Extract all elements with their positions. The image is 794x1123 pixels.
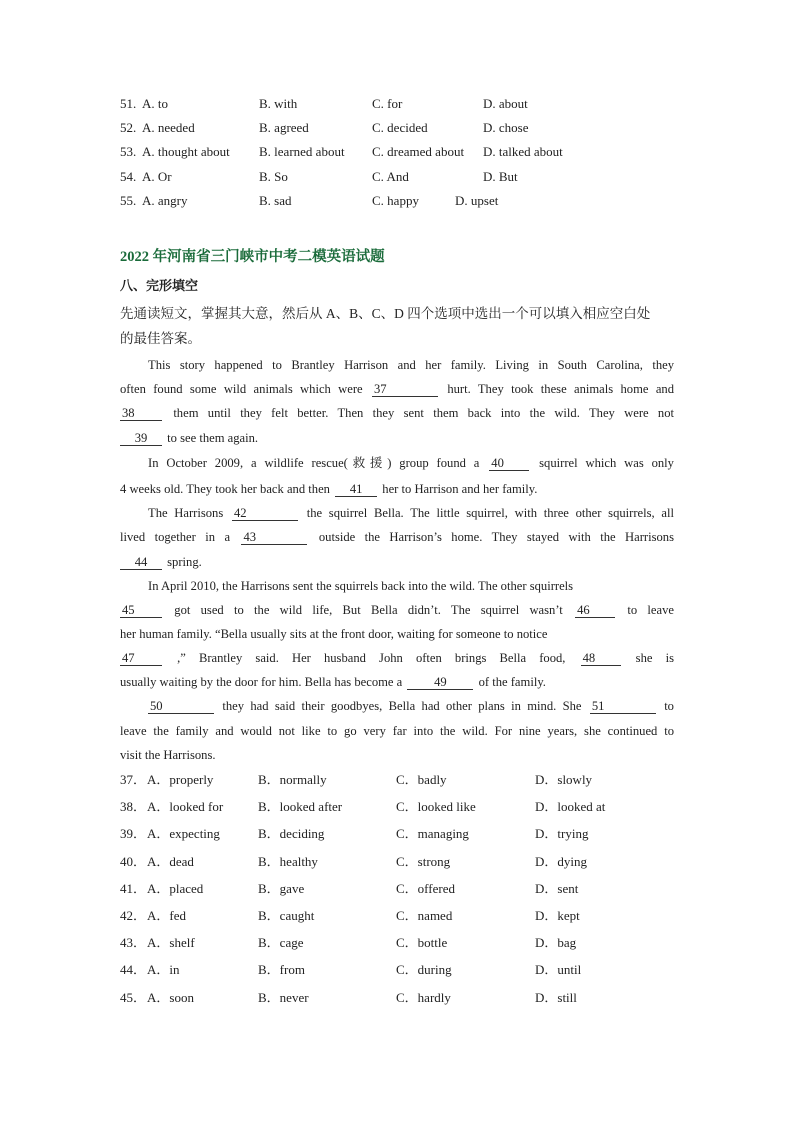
option-a: A．dead	[147, 854, 194, 869]
blank-48: 48	[581, 651, 621, 666]
option-c: C. decided	[372, 120, 428, 135]
option-a: A．properly	[147, 772, 214, 787]
section-heading: 八、完形填空	[120, 278, 199, 293]
option-b: B. sad	[259, 193, 292, 208]
option-c: C．strong	[396, 854, 451, 869]
option-c: C．looked like	[396, 799, 476, 814]
option-a: A．in	[147, 962, 180, 977]
option-c: C. And	[372, 169, 409, 184]
question-number: 40．	[120, 854, 147, 869]
option-a: A. angry	[142, 193, 188, 208]
option-c: C. dreamed about	[372, 144, 465, 159]
instructions-line-1: 先通读短文，掌握其大意，然后从 A、B、C、D 四个选项中选出一个可以填入相应空白处	[120, 306, 651, 321]
option-d: D．bag	[535, 935, 577, 950]
blank-44: 44	[120, 555, 162, 570]
passage-line: 38 them until they felt better. Then they sent them back into the wild. They were not	[122, 406, 674, 420]
option-b: B．gave	[258, 881, 305, 896]
passage-line: 50 they had said their goodbyes, Bella had other plans in mind. She 51 to	[150, 699, 674, 713]
blank-47: 47	[120, 651, 162, 666]
passage-line: The Harrisons 42 the squirrel Bella. The little squirrel, with three other squirrels, all	[148, 506, 674, 520]
option-c: C．named	[396, 908, 453, 923]
option-a: A．expecting	[147, 826, 220, 841]
option-c: C．bottle	[396, 935, 448, 950]
question-number: 43．	[120, 935, 147, 950]
option-b: B．cage	[258, 935, 304, 950]
option-c: C．offered	[396, 881, 455, 896]
instructions-line-2: 的最佳答案。	[120, 331, 201, 346]
passage-line: leave the family and would not like to go very far into the wild. For nine years, she continued to	[120, 724, 674, 738]
option-b: B．looked after	[258, 799, 343, 814]
option-a: A. to	[142, 96, 168, 111]
option-d: D．kept	[535, 908, 580, 923]
option-b: B．caught	[258, 908, 315, 923]
passage-line: In October 2009, a wildlife rescue(救援) group found a 40 squirrel which was only	[148, 456, 674, 470]
option-c: C．during	[396, 962, 452, 977]
option-d: D．dying	[535, 854, 588, 869]
question-number: 52.	[120, 120, 137, 135]
option-a: A．shelf	[147, 935, 195, 950]
passage-line: This story happened to Brantley Harrison and her family. Living in South Carolina, they	[148, 358, 674, 372]
option-a: A．placed	[147, 881, 204, 896]
blank-50: 50	[148, 699, 214, 714]
blank-49: 49	[407, 675, 473, 690]
option-d: D. about	[483, 96, 528, 111]
blank-43: 43	[241, 530, 307, 545]
option-a: A．looked for	[147, 799, 224, 814]
option-d: D. chose	[483, 120, 529, 135]
option-b: B．from	[258, 962, 305, 977]
passage-line: 4 weeks old. They took her back and then 41 her to Harrison and her family.	[120, 482, 538, 496]
blank-38: 38	[120, 406, 162, 421]
question-number: 37．	[120, 772, 147, 787]
option-c: C. for	[372, 96, 403, 111]
passage-line: 44 spring.	[120, 552, 674, 572]
option-b: B．healthy	[258, 854, 318, 869]
blank-46: 46	[575, 603, 615, 618]
option-b: B. agreed	[259, 120, 309, 135]
option-d: D．looked at	[535, 799, 606, 814]
blank-37: 37	[372, 382, 438, 397]
question-number: 53.	[120, 144, 137, 159]
passage-line: 39 to see them again.	[120, 428, 674, 448]
blank-41: 41	[335, 482, 377, 497]
option-d: D. talked about	[483, 144, 563, 159]
passage-line: usually waiting by the door for him. Bella has become a 49 of the family.	[120, 675, 546, 689]
passage-line: often found some wild animals which were 37 hurt. They took these animals home and	[120, 382, 675, 396]
question-number: 44．	[120, 962, 147, 977]
option-a: A．soon	[147, 990, 194, 1005]
blank-39: 39	[120, 431, 162, 446]
option-c: C. happy	[372, 193, 419, 208]
option-b: B．deciding	[258, 826, 325, 841]
option-d: D．still	[535, 990, 577, 1005]
option-c: C．hardly	[396, 990, 451, 1005]
passage-line: 45 got used to the wild life, But Bella didn’t. The squirrel wasn’t 46 to leave	[122, 603, 674, 617]
option-d: D．slowly	[535, 772, 593, 787]
option-b: B．normally	[258, 772, 327, 787]
passage-line: her human family. “Bella usually sits at the front door, waiting for someone to notice	[120, 627, 548, 641]
blank-42: 42	[232, 506, 298, 521]
option-a: A．fed	[147, 908, 186, 923]
option-c: C．badly	[396, 772, 447, 787]
question-number: 41．	[120, 881, 147, 896]
option-a: A. Or	[142, 169, 172, 184]
option-b: B. with	[259, 96, 298, 111]
option-c: C．managing	[396, 826, 469, 841]
question-number: 39．	[120, 826, 147, 841]
passage-line: lived together in a 43 outside the Harrison’s home. They stayed with the Harrisons	[120, 530, 674, 544]
option-d: D．trying	[535, 826, 589, 841]
passage-line: In April 2010, the Harrisons sent the squirrels back into the wild. The other squirrels	[148, 579, 574, 593]
blank-45: 45	[120, 603, 162, 618]
blank-40: 40	[489, 456, 529, 471]
option-a: A. needed	[142, 120, 195, 135]
question-number: 54.	[120, 169, 137, 184]
passage-line: visit the Harrisons.	[120, 748, 216, 762]
option-d: D. But	[483, 169, 518, 184]
option-d: D．sent	[535, 881, 579, 896]
question-number: 55.	[120, 193, 137, 208]
option-b: B．never	[258, 990, 309, 1005]
question-number: 51.	[120, 96, 137, 111]
blank-51: 51	[590, 699, 656, 714]
question-number: 45．	[120, 990, 147, 1005]
option-b: B. learned about	[259, 144, 345, 159]
question-number: 38．	[120, 799, 147, 814]
option-a: A. thought about	[142, 144, 230, 159]
option-d: D. upset	[455, 193, 499, 208]
option-b: B. So	[259, 169, 288, 184]
exam-title: 2022 年河南省三门峡市中考二模英语试题	[120, 249, 385, 265]
question-number: 42．	[120, 908, 147, 923]
passage-line: 47 ,” Brantley said. Her husband John often brings Bella food, 48 she is	[122, 651, 674, 665]
option-d: D．until	[535, 962, 582, 977]
